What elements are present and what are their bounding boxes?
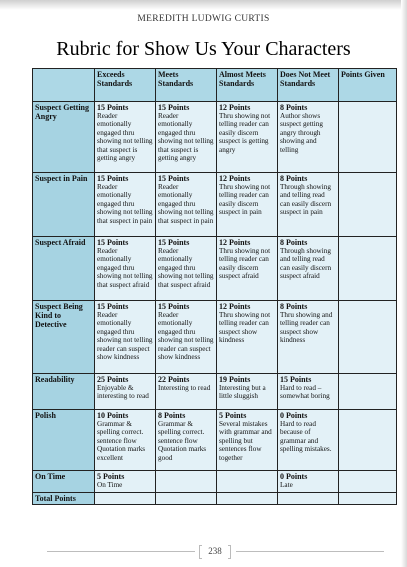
page-title: Rubric for Show Us Your Characters: [56, 38, 351, 60]
header-cell: [33, 69, 95, 102]
header-cell: Exceeds Standards: [95, 69, 156, 102]
running-head: MEREDITH LUDWIG CURTIS: [137, 14, 270, 24]
score-cell: 25 Points Enjoyable & interesting to read: [95, 374, 156, 410]
score-cell: 8 Points Thru showing and telling reader can suspect show kindness: [278, 301, 339, 374]
rubric-table: [32, 68, 397, 505]
score-cell: 12 Points Thru showing not telling reader can suspect show kindness: [217, 301, 278, 374]
score-cell: 12 Points Thru showing not telling reader can easily discern suspect afraid: [217, 237, 278, 301]
total-points-given-cell: [339, 493, 397, 505]
page-number: 238: [199, 544, 231, 558]
score-cell: 8 Points Author shows suspect getting angry through showing and telling: [278, 102, 339, 173]
score-cell: 15 Points Reader emotionally engaged thru showing not telling that suspect in pain: [95, 173, 156, 237]
score-cell: 15 Points Reader emotionally engaged thru showing not telling that suspect is getting angry: [156, 102, 217, 173]
total-label: Total Points: [33, 493, 95, 505]
total-cell: [95, 493, 156, 505]
total-cell: [278, 493, 339, 505]
score-cell: 0 Points Hard to read because of grammar and spelling mistakes.: [278, 410, 339, 471]
points-given-cell: [339, 237, 397, 301]
row-label: Suspect Being Kind to Detective: [33, 301, 95, 374]
score-cell: 22 Points Interesting to read: [156, 374, 217, 410]
total-row: [33, 493, 397, 505]
score-cell: 15 Points Reader emotionally engaged thru showing not telling reader can suspect show kindness: [156, 301, 217, 374]
points-given-cell: [339, 471, 397, 493]
row-label: Readability: [33, 374, 95, 410]
table-row: [33, 374, 397, 410]
score-cell: 15 Points Reader emotionally engaged thru showing not telling that suspect in pain: [156, 173, 217, 237]
header-row: [33, 69, 397, 102]
score-cell: 8 Points Through showing and telling read can easily discern suspect afraid: [278, 237, 339, 301]
total-cell: [217, 493, 278, 505]
table-row: [33, 237, 397, 301]
total-cell: [156, 493, 217, 505]
header-cell: Does Not Meet Standards: [278, 69, 339, 102]
footer-rule-left: [47, 551, 195, 552]
table-row: [33, 410, 397, 471]
row-label: Suspect Afraid: [33, 237, 95, 301]
table-row: [33, 173, 397, 237]
row-label: Polish: [33, 410, 95, 471]
score-cell: 15 Points Reader emotionally engaged thru showing not telling that suspect afraid: [156, 237, 217, 301]
points-given-cell: [339, 374, 397, 410]
score-cell: 15 Points Reader emotionally engaged thru showing not telling that suspect is getting angry: [95, 102, 156, 173]
points-given-cell: [339, 102, 397, 173]
score-cell: 5 Points Several mistakes with grammar and spelling but sentences flow together: [217, 410, 278, 471]
header-cell: Points Given: [339, 69, 397, 102]
footer-rule-right: [236, 551, 384, 552]
row-label: Suspect Getting Angry: [33, 102, 95, 173]
score-cell: 8 Points Grammar & spelling correct. sentence flow Quotation marks good: [156, 410, 217, 471]
score-cell: 8 Points Through showing and telling read can easily discern suspect in pain: [278, 173, 339, 237]
score-cell: 12 Points Thru showing not telling reader can easily discern suspect in pain: [217, 173, 278, 237]
score-cell: 19 Points Interesting but a little sluggish: [217, 374, 278, 410]
score-cell: 15 Points Hard to read – somewhat boring: [278, 374, 339, 410]
score-cell: 15 Points Reader emotionally engaged thru showing not telling reader can suspect show kindness: [95, 301, 156, 374]
score-cell: 12 Points Thru showing not telling reader can easily discern suspect is getting angry: [217, 102, 278, 173]
row-label: Suspect in Pain: [33, 173, 95, 237]
page-edge-right: [401, 0, 407, 567]
score-cell: 10 Points Grammar & spelling correct. sentence flow Quotation marks excellent: [95, 410, 156, 471]
score-cell: 0 Points Late: [278, 471, 339, 493]
table-row: [33, 102, 397, 173]
points-given-cell: [339, 410, 397, 471]
points-given-cell: [339, 301, 397, 374]
table-row: [33, 301, 397, 374]
header-cell: Almost Meets Standards: [217, 69, 278, 102]
table-row: [33, 471, 397, 493]
score-cell: 15 Points Reader emotionally engaged thru showing not telling that suspect afraid: [95, 237, 156, 301]
header-cell: Meets Standards: [156, 69, 217, 102]
page-edge-shadow: [0, 0, 407, 10]
score-cell: [217, 471, 278, 493]
score-cell: 5 Points On Time: [95, 471, 156, 493]
points-given-cell: [339, 173, 397, 237]
row-label: On Time: [33, 471, 95, 493]
score-cell: [156, 471, 217, 493]
